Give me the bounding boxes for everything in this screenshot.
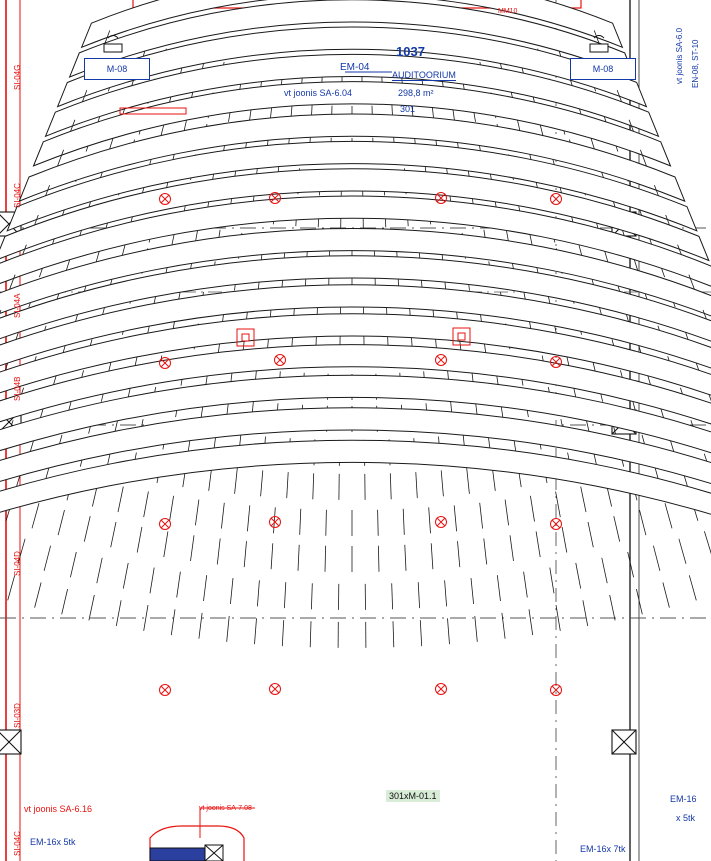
seat-divider <box>118 487 123 512</box>
seat-divider <box>484 539 487 565</box>
label-em16-right: EM-16 <box>670 794 697 804</box>
seat-divider <box>164 531 168 557</box>
seat-divider <box>217 539 220 565</box>
seat-divider <box>502 613 505 639</box>
seat-divider <box>170 496 174 522</box>
vertical-tag-si04b: SI-04B <box>13 376 22 401</box>
seat-divider <box>150 568 154 594</box>
seat-divider <box>298 545 299 571</box>
seat-divider <box>392 583 393 609</box>
column-marker <box>0 730 21 754</box>
seat-divider <box>429 507 431 533</box>
seat-divider <box>640 510 646 535</box>
seat-divider <box>227 616 230 642</box>
seat-divider <box>313 473 314 499</box>
seat-divider <box>171 609 175 635</box>
seat-divider <box>665 503 672 528</box>
speaker-symbol <box>436 517 447 528</box>
label-mm10: MM10 <box>498 8 518 15</box>
seat-divider <box>310 621 311 647</box>
seat-divider <box>454 505 456 531</box>
seat-divider <box>614 516 620 541</box>
seat-divider <box>505 500 509 526</box>
seat-divider <box>84 516 90 541</box>
seat-divider <box>32 503 39 528</box>
seat-divider <box>588 522 593 547</box>
seat-divider <box>137 527 142 553</box>
seat-divider <box>230 578 233 604</box>
room-number: 1037 <box>396 44 425 59</box>
equipment-box-label: M-08 <box>592 64 614 74</box>
vertical-tag-ref-sa60: vt joonis SA-6.0 <box>675 27 684 84</box>
speaker-symbol <box>551 519 562 530</box>
seat-divider <box>581 487 586 512</box>
seat-divider <box>556 605 560 631</box>
equipment-box-m08-left[interactable] <box>84 58 150 80</box>
seat-divider <box>282 620 283 646</box>
seat-divider <box>177 572 181 598</box>
seat-divider <box>704 531 711 556</box>
label-em16-right-qty: x 5tk <box>676 813 696 823</box>
speaker-symbol <box>270 517 281 528</box>
seat-row <box>0 408 711 610</box>
seat-divider <box>244 541 246 567</box>
seat-divider <box>8 575 15 600</box>
seat-divider <box>550 568 554 594</box>
seat-divider <box>326 510 327 536</box>
seat-divider <box>378 546 379 572</box>
seat-divider <box>689 575 696 600</box>
equipment-box-label: M-08 <box>106 64 128 74</box>
column-marker <box>612 730 636 754</box>
vertical-tag-en08-st10: EN-08, ST-10 <box>691 39 700 88</box>
seat-divider <box>204 575 207 601</box>
seat-divider <box>271 543 273 569</box>
ref-sa-708: vt joonis SA-7.08 <box>199 805 252 812</box>
seat-divider <box>97 558 102 583</box>
seat-divider <box>530 496 534 522</box>
label-em16-bottom: EM-16x 7tk <box>580 844 626 854</box>
seat-divider <box>378 510 379 536</box>
bottom-fixture-marker <box>205 845 223 861</box>
seat-divider <box>653 546 660 571</box>
seat-divider <box>235 468 238 494</box>
seat-divider <box>562 527 567 553</box>
seat-divider <box>255 618 257 644</box>
seat-divider <box>431 543 433 569</box>
seat-divider <box>445 580 447 606</box>
room-area: 298,8 m² <box>398 88 434 98</box>
seat-divider <box>195 500 199 526</box>
label-em16-left: EM-16x 5tk <box>30 837 76 847</box>
seat-divider <box>480 503 483 529</box>
vertical-tag-si04d: SI-04D <box>13 551 22 576</box>
vertical-tag-si03d: SI-03D <box>13 703 22 728</box>
seat-divider <box>663 583 670 608</box>
seat-divider <box>405 545 406 571</box>
seat-divider <box>393 621 394 647</box>
seat-divider <box>475 616 478 642</box>
room-code: 301 <box>400 104 416 114</box>
seat-divider <box>441 470 443 496</box>
vertical-tag-si04c: SI-04C <box>13 183 22 208</box>
seat-divider <box>116 600 121 626</box>
seat-divider <box>287 472 289 498</box>
seat-divider <box>35 583 42 608</box>
seat-divider <box>247 505 249 531</box>
ref-sa-604: vt joonis SA-6.04 <box>284 88 353 98</box>
seat-divider <box>420 620 421 646</box>
vertical-tag-si04g: SI-04G <box>13 64 22 90</box>
seat-divider <box>144 492 149 518</box>
seat-divider <box>257 580 259 606</box>
seat-divider <box>497 575 500 601</box>
seat-divider <box>610 595 615 620</box>
seat-divider <box>529 609 533 635</box>
ref-sa-616: vt joonis SA-6.16 <box>24 804 93 814</box>
seat-divider <box>325 546 326 572</box>
speaker-symbol <box>160 685 171 696</box>
seat-divider <box>583 600 588 626</box>
badge-301x-m011: 301xM-01.1 <box>386 790 440 802</box>
vertical-tag-si04a: SI-04A <box>13 293 22 318</box>
seat-row <box>0 440 711 648</box>
seat-divider <box>111 522 116 547</box>
seat-divider <box>70 552 76 577</box>
seat-divider <box>62 589 68 614</box>
seat-divider <box>416 472 418 498</box>
seat-divider <box>284 582 285 608</box>
equipment-box-m08-right[interactable] <box>570 58 636 80</box>
seat-divider <box>576 563 581 589</box>
seat-divider <box>144 605 148 631</box>
seat-divider <box>602 558 607 583</box>
seat-divider <box>679 539 686 564</box>
seat-divider <box>536 531 540 557</box>
seat-divider <box>524 572 528 598</box>
speaker-symbol <box>270 684 281 695</box>
seat-divider <box>58 510 64 535</box>
speaker-symbol <box>160 519 171 530</box>
seat-divider <box>510 535 514 561</box>
seat-divider <box>311 583 312 609</box>
seat-divider <box>390 473 391 499</box>
seat-divider <box>199 613 202 639</box>
seat-divider <box>448 618 450 644</box>
speaker-symbol <box>436 684 447 695</box>
seat-row-band <box>0 440 711 555</box>
seat-divider <box>300 509 301 535</box>
seat-divider <box>123 563 128 589</box>
seat-divider <box>467 468 470 494</box>
seat-divider <box>89 595 94 620</box>
label-em04: EM-04 <box>340 62 370 73</box>
seat-divider <box>261 470 263 496</box>
seat-divider <box>44 546 51 571</box>
seat-divider <box>458 541 460 567</box>
room-name: AUDITOORIUM <box>392 70 456 80</box>
seat-divider <box>471 578 474 604</box>
vertical-tag-si04c-bottom: SI-04C <box>13 831 22 856</box>
seat-divider <box>191 535 195 561</box>
seat-divider <box>403 509 404 535</box>
seat-divider <box>221 503 224 529</box>
seat-divider <box>418 582 419 608</box>
